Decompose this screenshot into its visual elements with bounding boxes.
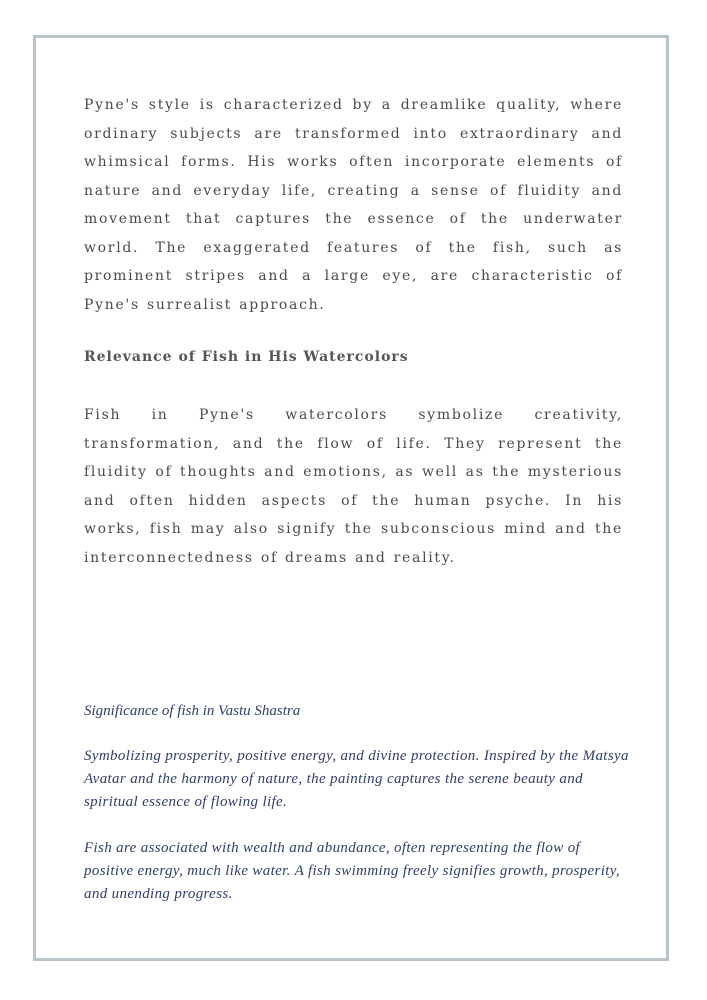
section-heading: Relevance of Fish in His Watercolors [84, 349, 409, 365]
vastu-paragraph-2: Fish are associated with wealth and abundance, often representing the flow of positive energy, much like water. A fish swimming freely signifies growth, prosperity, and unending progress. [84, 840, 621, 902]
vastu-heading: Significance of fish in Vastu Shastra [84, 703, 301, 719]
vastu-section [84, 700, 629, 906]
document-body [84, 91, 623, 572]
vastu-paragraph-1: Symbolizing prosperity, positive energy, and divine protection. Inspired by the Matsya Avatar and the harmony of nature, the painting captures the serene beauty and spiritual essence of flowing life. [84, 748, 629, 810]
section-paragraph: Fish in Pyne's watercolors symbolize creativity, transformation, and the flow of life. They represent the fluidity of thoughts and emotions, as well as the mysterious and often hidden aspects of the human psyche. In his works, fish may also signify the subconscious mind and the interconnectedness of dreams and reality. [84, 407, 623, 566]
intro-paragraph: Pyne's style is characterized by a dreamlike quality, where ordinary subjects are transformed into extraordinary and whimsical forms. His works often incorporate elements of nature and everyday life, creating a sense of fluidity and movement that captures the essence of the underwater world. The exaggerated features of the fish, such as prominent stripes and a large eye, are characteristic of Pyne's surrealist approach. [84, 97, 623, 313]
